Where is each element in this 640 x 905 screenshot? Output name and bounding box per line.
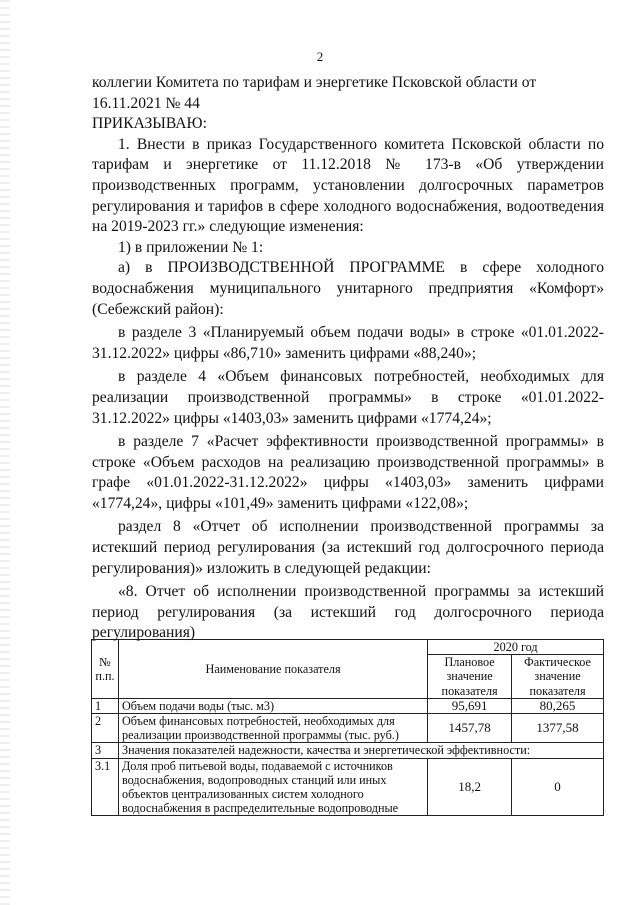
- row-fact-value: 1377,58: [512, 714, 604, 743]
- row-indicator: Доля проб питьевой воды, подаваемой с источников водоснабжения, водопроводных станций или иных объектов централизованных систем холодного водоснабжения в распределительные водопроводные: [118, 758, 427, 816]
- paragraph: раздел 8 «Отчет об исполнении производственной программы за истекший период регулирования (за истекший год долгосрочного периода регулирования)» изложить в следующей редакции:: [92, 518, 604, 577]
- row-indicator: Объем финансовых потребностей, необходимых для реализации производственной программы (тыс. руб.): [118, 714, 427, 743]
- header-number: № п.п.: [92, 640, 119, 699]
- header-fact-value: Фактическое значение показателя: [512, 655, 604, 699]
- paragraph: «8. Отчет об исполнении производственной программы за истекший период регулирования (за истекший год долгосрочного периода регулирования): [92, 583, 604, 642]
- page-number: 2: [316, 49, 324, 64]
- row-number: 3: [92, 743, 119, 758]
- table-row: [92, 714, 604, 743]
- row-number: 2: [92, 714, 119, 743]
- header-year: 2020 год: [428, 640, 604, 655]
- row-number: 3.1: [92, 758, 119, 816]
- document-body: [92, 73, 604, 644]
- row-fact-value: 0: [512, 758, 604, 816]
- paragraph: в разделе 4 «Объем финансовых потребностей, необходимых для реализации производственной программы» в строке «01.01.2022-31.12.2022» цифры «1403,03» заменить цифрами «1774,24»;: [92, 368, 604, 427]
- paragraph: коллегии Комитета по тарифам и энергетике Псковской области от 16.11.2021 № 44: [92, 74, 537, 112]
- row-indicator: Объем подачи воды (тыс. м3): [118, 698, 427, 713]
- table-row: [92, 743, 604, 758]
- row-fact-value: 80,265: [512, 698, 604, 713]
- paragraph: в разделе 7 «Расчет эффективности производственной программы» в строке «Объем расходов на реализацию производственной программы» в графе «01.01.2022-31.12.2022» цифры «1403,03» заменить цифрами «1774,24», цифры «101,49» заменить цифрами «122,08»;: [92, 433, 604, 512]
- paragraph: в разделе 3 «Планируемый объем подачи воды» в строке «01.01.2022-31.12.2022» цифры «86,710» заменить цифрами «88,240»;: [92, 324, 604, 362]
- header-indicator-name: Наименование показателя: [118, 640, 427, 699]
- paragraph-order-heading: ПРИКАЗЫВАЮ:: [92, 115, 207, 133]
- header-plan-value: Плановое значение показателя: [428, 655, 512, 699]
- row-plan-value: 1457,78: [428, 714, 512, 743]
- row-plan-value: 95,691: [428, 698, 512, 713]
- scan-edge: [0, 0, 10, 905]
- row-plan-value: 18,2: [428, 758, 512, 816]
- report-table: [91, 639, 604, 816]
- table-row: [92, 698, 604, 713]
- row-number: 1: [92, 698, 119, 713]
- row-indicator: Значения показателей надежности, качества и энергетической эффективности:: [118, 743, 603, 758]
- paragraph: а) в ПРОИЗВОДСТВЕННОЙ ПРОГРАММЕ в сфере холодного водоснабжения муниципального унитарного предприятия «Комфорт» (Себежский район):: [92, 259, 604, 318]
- table-row: [92, 758, 604, 816]
- paragraph: 1. Внести в приказ Государственного комитета Псковской области по тарифам и энергетике от 11.12.2018 № 173-в «Об утверждении производственных программ, установлении долгосрочных параметров регулирования и тарифов в сфере холодного водоснабжения, водоотведения на 2019-2023 гг.» следующие изменения:: [92, 135, 604, 236]
- paragraph: 1) в приложении № 1:: [118, 238, 264, 256]
